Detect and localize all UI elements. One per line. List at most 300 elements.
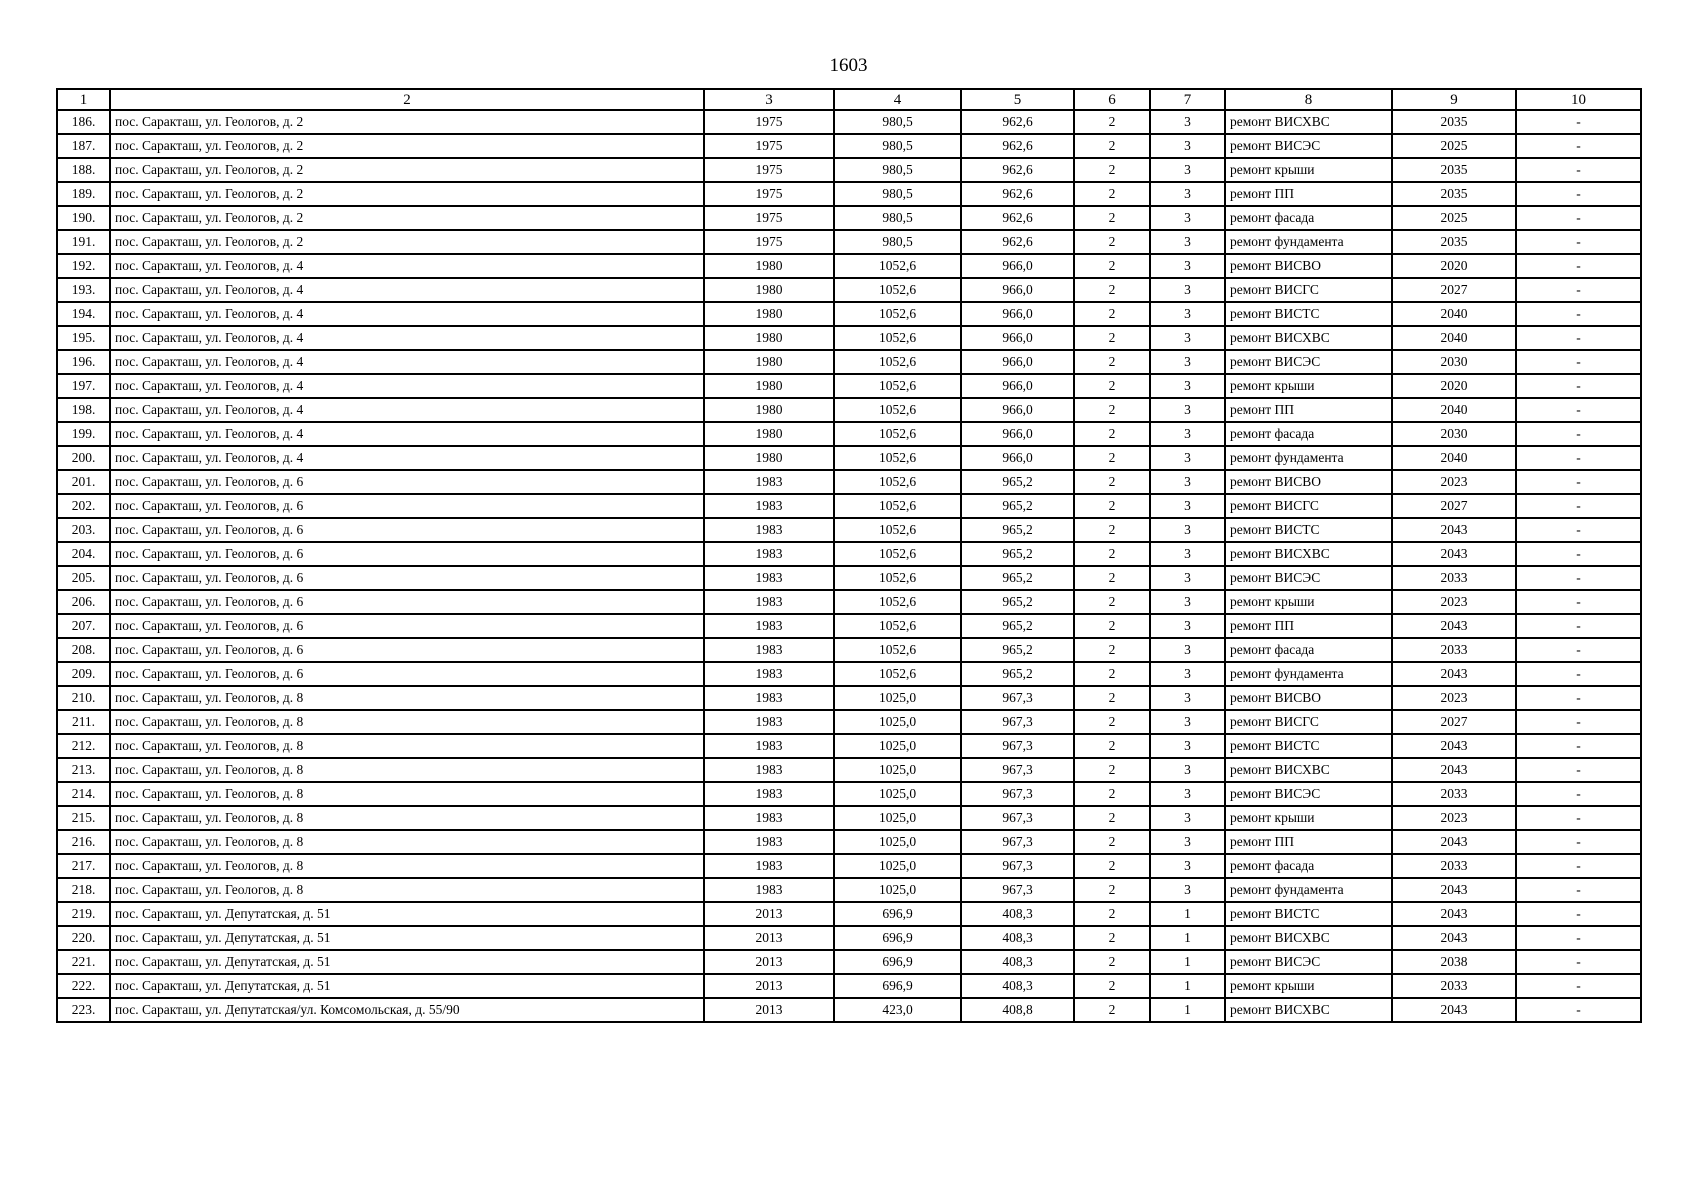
cell-total-area: 1052,6 (834, 590, 961, 614)
cell-year-built: 1975 (704, 230, 834, 254)
table-row (57, 134, 1641, 158)
cell-living-area: 408,3 (961, 926, 1074, 950)
cell-living-area: 966,0 (961, 398, 1074, 422)
cell-repair-type: ремонт ВИСТС (1225, 902, 1392, 926)
cell-address: пос. Саракташ, ул. Геологов, д. 8 (110, 782, 704, 806)
cell-living-area: 966,0 (961, 326, 1074, 350)
cell-planned-year: 2027 (1392, 710, 1516, 734)
cell-note: - (1516, 278, 1641, 302)
cell-floors-or-entrances: 2 (1074, 374, 1150, 398)
cell-repair-type: ремонт фасада (1225, 422, 1392, 446)
cell-building-category: 3 (1150, 782, 1225, 806)
data-table (56, 88, 1642, 1023)
cell-note: - (1516, 878, 1641, 902)
cell-planned-year: 2027 (1392, 278, 1516, 302)
cell-repair-type: ремонт крыши (1225, 374, 1392, 398)
cell-floors-or-entrances: 2 (1074, 854, 1150, 878)
cell-planned-year: 2043 (1392, 998, 1516, 1022)
cell-year-built: 1983 (704, 686, 834, 710)
cell-total-area: 1052,6 (834, 446, 961, 470)
cell-repair-type: ремонт крыши (1225, 590, 1392, 614)
cell-planned-year: 2033 (1392, 974, 1516, 998)
cell-address: пос. Саракташ, ул. Геологов, д. 2 (110, 134, 704, 158)
table-row (57, 806, 1641, 830)
cell-year-built: 1983 (704, 470, 834, 494)
cell-row-number: 206. (57, 590, 110, 614)
cell-floors-or-entrances: 2 (1074, 902, 1150, 926)
cell-address: пос. Саракташ, ул. Геологов, д. 8 (110, 830, 704, 854)
cell-row-number: 214. (57, 782, 110, 806)
cell-floors-or-entrances: 2 (1074, 254, 1150, 278)
cell-floors-or-entrances: 2 (1074, 350, 1150, 374)
cell-planned-year: 2023 (1392, 470, 1516, 494)
cell-building-category: 1 (1150, 998, 1225, 1022)
cell-building-category: 3 (1150, 278, 1225, 302)
cell-note: - (1516, 230, 1641, 254)
cell-planned-year: 2035 (1392, 158, 1516, 182)
cell-total-area: 1025,0 (834, 782, 961, 806)
cell-note: - (1516, 902, 1641, 926)
cell-address: пос. Саракташ, ул. Геологов, д. 4 (110, 374, 704, 398)
cell-note: - (1516, 782, 1641, 806)
cell-planned-year: 2033 (1392, 782, 1516, 806)
column-header: 5 (961, 89, 1074, 110)
cell-total-area: 980,5 (834, 182, 961, 206)
cell-total-area: 1025,0 (834, 758, 961, 782)
cell-living-area: 966,0 (961, 446, 1074, 470)
cell-note: - (1516, 638, 1641, 662)
table-row (57, 638, 1641, 662)
cell-repair-type: ремонт ВИСХВС (1225, 326, 1392, 350)
table-row (57, 158, 1641, 182)
cell-living-area: 408,3 (961, 974, 1074, 998)
cell-note: - (1516, 158, 1641, 182)
table-row (57, 110, 1641, 134)
cell-building-category: 3 (1150, 182, 1225, 206)
cell-year-built: 1983 (704, 542, 834, 566)
cell-living-area: 967,3 (961, 710, 1074, 734)
page-number: 1603 (829, 55, 868, 76)
cell-address: пос. Саракташ, ул. Геологов, д. 8 (110, 878, 704, 902)
cell-building-category: 3 (1150, 878, 1225, 902)
cell-address: пос. Саракташ, ул. Геологов, д. 6 (110, 590, 704, 614)
cell-row-number: 217. (57, 854, 110, 878)
cell-floors-or-entrances: 2 (1074, 422, 1150, 446)
cell-floors-or-entrances: 2 (1074, 398, 1150, 422)
cell-living-area: 962,6 (961, 182, 1074, 206)
cell-year-built: 1983 (704, 830, 834, 854)
cell-row-number: 193. (57, 278, 110, 302)
cell-row-number: 201. (57, 470, 110, 494)
cell-building-category: 3 (1150, 662, 1225, 686)
cell-address: пос. Саракташ, ул. Геологов, д. 4 (110, 326, 704, 350)
cell-total-area: 1052,6 (834, 470, 961, 494)
table-row (57, 590, 1641, 614)
cell-repair-type: ремонт фасада (1225, 206, 1392, 230)
cell-row-number: 187. (57, 134, 110, 158)
cell-year-built: 1983 (704, 494, 834, 518)
table-row (57, 302, 1641, 326)
cell-floors-or-entrances: 2 (1074, 998, 1150, 1022)
cell-floors-or-entrances: 2 (1074, 782, 1150, 806)
cell-building-category: 3 (1150, 614, 1225, 638)
cell-row-number: 202. (57, 494, 110, 518)
cell-repair-type: ремонт фундамента (1225, 878, 1392, 902)
cell-living-area: 408,3 (961, 902, 1074, 926)
cell-year-built: 1983 (704, 734, 834, 758)
cell-living-area: 965,2 (961, 470, 1074, 494)
cell-total-area: 1025,0 (834, 830, 961, 854)
cell-address: пос. Саракташ, ул. Депутатская, д. 51 (110, 902, 704, 926)
cell-row-number: 204. (57, 542, 110, 566)
column-header: 6 (1074, 89, 1150, 110)
cell-living-area: 967,3 (961, 878, 1074, 902)
cell-note: - (1516, 758, 1641, 782)
cell-note: - (1516, 998, 1641, 1022)
table-row (57, 422, 1641, 446)
cell-living-area: 965,2 (961, 590, 1074, 614)
cell-year-built: 2013 (704, 926, 834, 950)
cell-floors-or-entrances: 2 (1074, 278, 1150, 302)
table-row (57, 230, 1641, 254)
cell-repair-type: ремонт ВИСХВС (1225, 998, 1392, 1022)
cell-note: - (1516, 422, 1641, 446)
cell-note: - (1516, 206, 1641, 230)
cell-row-number: 196. (57, 350, 110, 374)
cell-year-built: 1983 (704, 806, 834, 830)
cell-row-number: 220. (57, 926, 110, 950)
cell-note: - (1516, 854, 1641, 878)
cell-building-category: 3 (1150, 734, 1225, 758)
cell-repair-type: ремонт ВИСЭС (1225, 566, 1392, 590)
cell-planned-year: 2043 (1392, 902, 1516, 926)
cell-building-category: 3 (1150, 110, 1225, 134)
cell-total-area: 1025,0 (834, 806, 961, 830)
cell-floors-or-entrances: 2 (1074, 230, 1150, 254)
cell-planned-year: 2040 (1392, 446, 1516, 470)
cell-building-category: 3 (1150, 302, 1225, 326)
cell-floors-or-entrances: 2 (1074, 926, 1150, 950)
cell-building-category: 3 (1150, 326, 1225, 350)
table-row (57, 950, 1641, 974)
cell-year-built: 1975 (704, 206, 834, 230)
cell-total-area: 1052,6 (834, 302, 961, 326)
cell-repair-type: ремонт ВИСВО (1225, 254, 1392, 278)
cell-building-category: 3 (1150, 206, 1225, 230)
table-row (57, 758, 1641, 782)
cell-repair-type: ремонт ВИСХВС (1225, 926, 1392, 950)
cell-building-category: 3 (1150, 470, 1225, 494)
cell-floors-or-entrances: 2 (1074, 974, 1150, 998)
cell-note: - (1516, 950, 1641, 974)
cell-living-area: 965,2 (961, 638, 1074, 662)
table-row (57, 254, 1641, 278)
cell-total-area: 1052,6 (834, 566, 961, 590)
cell-note: - (1516, 518, 1641, 542)
cell-year-built: 1980 (704, 326, 834, 350)
table-row (57, 710, 1641, 734)
column-header: 9 (1392, 89, 1516, 110)
table-row (57, 206, 1641, 230)
cell-total-area: 1052,6 (834, 518, 961, 542)
cell-note: - (1516, 806, 1641, 830)
cell-repair-type: ремонт фасада (1225, 638, 1392, 662)
cell-building-category: 3 (1150, 446, 1225, 470)
cell-note: - (1516, 710, 1641, 734)
cell-address: пос. Саракташ, ул. Геологов, д. 6 (110, 566, 704, 590)
cell-row-number: 189. (57, 182, 110, 206)
cell-floors-or-entrances: 2 (1074, 542, 1150, 566)
cell-repair-type: ремонт ВИСТС (1225, 518, 1392, 542)
cell-planned-year: 2043 (1392, 614, 1516, 638)
cell-row-number: 192. (57, 254, 110, 278)
cell-year-built: 1983 (704, 878, 834, 902)
cell-year-built: 1983 (704, 590, 834, 614)
cell-building-category: 3 (1150, 686, 1225, 710)
cell-living-area: 966,0 (961, 350, 1074, 374)
cell-planned-year: 2043 (1392, 518, 1516, 542)
cell-note: - (1516, 326, 1641, 350)
cell-row-number: 222. (57, 974, 110, 998)
cell-living-area: 967,3 (961, 830, 1074, 854)
cell-planned-year: 2023 (1392, 590, 1516, 614)
cell-note: - (1516, 182, 1641, 206)
cell-note: - (1516, 926, 1641, 950)
cell-address: пос. Саракташ, ул. Геологов, д. 6 (110, 518, 704, 542)
cell-building-category: 3 (1150, 638, 1225, 662)
cell-floors-or-entrances: 2 (1074, 710, 1150, 734)
cell-repair-type: ремонт крыши (1225, 806, 1392, 830)
cell-row-number: 219. (57, 902, 110, 926)
cell-living-area: 967,3 (961, 782, 1074, 806)
cell-building-category: 1 (1150, 902, 1225, 926)
cell-year-built: 1975 (704, 134, 834, 158)
cell-total-area: 980,5 (834, 230, 961, 254)
cell-planned-year: 2025 (1392, 134, 1516, 158)
cell-year-built: 1980 (704, 422, 834, 446)
cell-floors-or-entrances: 2 (1074, 614, 1150, 638)
cell-row-number: 210. (57, 686, 110, 710)
cell-repair-type: ремонт ПП (1225, 830, 1392, 854)
cell-planned-year: 2023 (1392, 686, 1516, 710)
cell-year-built: 1980 (704, 350, 834, 374)
cell-floors-or-entrances: 2 (1074, 662, 1150, 686)
cell-total-area: 696,9 (834, 950, 961, 974)
cell-note: - (1516, 590, 1641, 614)
cell-floors-or-entrances: 2 (1074, 590, 1150, 614)
cell-repair-type: ремонт фундамента (1225, 662, 1392, 686)
cell-living-area: 966,0 (961, 422, 1074, 446)
cell-row-number: 205. (57, 566, 110, 590)
cell-year-built: 1975 (704, 182, 834, 206)
cell-repair-type: ремонт ВИСЭС (1225, 134, 1392, 158)
cell-address: пос. Саракташ, ул. Геологов, д. 4 (110, 278, 704, 302)
cell-floors-or-entrances: 2 (1074, 830, 1150, 854)
cell-note: - (1516, 494, 1641, 518)
cell-planned-year: 2040 (1392, 302, 1516, 326)
cell-repair-type: ремонт крыши (1225, 158, 1392, 182)
cell-floors-or-entrances: 2 (1074, 158, 1150, 182)
cell-planned-year: 2020 (1392, 254, 1516, 278)
cell-year-built: 1983 (704, 710, 834, 734)
table-row (57, 278, 1641, 302)
cell-total-area: 1025,0 (834, 734, 961, 758)
cell-repair-type: ремонт ВИСВО (1225, 470, 1392, 494)
cell-row-number: 190. (57, 206, 110, 230)
cell-planned-year: 2043 (1392, 542, 1516, 566)
cell-year-built: 2013 (704, 950, 834, 974)
cell-total-area: 1052,6 (834, 422, 961, 446)
cell-repair-type: ремонт ВИСЭС (1225, 782, 1392, 806)
cell-address: пос. Саракташ, ул. Геологов, д. 2 (110, 110, 704, 134)
cell-living-area: 962,6 (961, 230, 1074, 254)
cell-repair-type: ремонт ВИСТС (1225, 302, 1392, 326)
cell-total-area: 1052,6 (834, 350, 961, 374)
cell-floors-or-entrances: 2 (1074, 758, 1150, 782)
column-header: 4 (834, 89, 961, 110)
cell-building-category: 3 (1150, 590, 1225, 614)
table-row (57, 398, 1641, 422)
table-row (57, 470, 1641, 494)
cell-row-number: 200. (57, 446, 110, 470)
cell-row-number: 221. (57, 950, 110, 974)
cell-building-category: 3 (1150, 758, 1225, 782)
cell-year-built: 1975 (704, 158, 834, 182)
cell-planned-year: 2033 (1392, 638, 1516, 662)
cell-repair-type: ремонт крыши (1225, 974, 1392, 998)
cell-building-category: 3 (1150, 230, 1225, 254)
cell-total-area: 980,5 (834, 158, 961, 182)
cell-floors-or-entrances: 2 (1074, 302, 1150, 326)
cell-planned-year: 2043 (1392, 758, 1516, 782)
cell-building-category: 3 (1150, 806, 1225, 830)
cell-address: пос. Саракташ, ул. Геологов, д. 4 (110, 422, 704, 446)
cell-building-category: 1 (1150, 950, 1225, 974)
column-header: 7 (1150, 89, 1225, 110)
cell-planned-year: 2033 (1392, 566, 1516, 590)
cell-total-area: 1025,0 (834, 710, 961, 734)
cell-row-number: 215. (57, 806, 110, 830)
cell-address: пос. Саракташ, ул. Геологов, д. 4 (110, 350, 704, 374)
cell-planned-year: 2025 (1392, 206, 1516, 230)
cell-year-built: 2013 (704, 974, 834, 998)
cell-total-area: 1025,0 (834, 686, 961, 710)
cell-total-area: 980,5 (834, 134, 961, 158)
cell-building-category: 3 (1150, 398, 1225, 422)
cell-note: - (1516, 398, 1641, 422)
cell-total-area: 1052,6 (834, 326, 961, 350)
cell-planned-year: 2023 (1392, 806, 1516, 830)
cell-year-built: 2013 (704, 998, 834, 1022)
cell-address: пос. Саракташ, ул. Геологов, д. 4 (110, 446, 704, 470)
cell-address: пос. Саракташ, ул. Геологов, д. 2 (110, 158, 704, 182)
cell-building-category: 3 (1150, 494, 1225, 518)
table-row (57, 494, 1641, 518)
cell-planned-year: 2030 (1392, 422, 1516, 446)
cell-note: - (1516, 254, 1641, 278)
column-header: 2 (110, 89, 704, 110)
cell-note: - (1516, 662, 1641, 686)
cell-address: пос. Саракташ, ул. Геологов, д. 6 (110, 614, 704, 638)
cell-note: - (1516, 470, 1641, 494)
cell-row-number: 207. (57, 614, 110, 638)
cell-note: - (1516, 134, 1641, 158)
cell-row-number: 194. (57, 302, 110, 326)
cell-building-category: 3 (1150, 158, 1225, 182)
table-row (57, 326, 1641, 350)
cell-address: пос. Саракташ, ул. Депутатская, д. 51 (110, 926, 704, 950)
cell-year-built: 1980 (704, 254, 834, 278)
column-header: 10 (1516, 89, 1641, 110)
cell-total-area: 696,9 (834, 974, 961, 998)
table-row (57, 614, 1641, 638)
cell-year-built: 1983 (704, 662, 834, 686)
cell-address: пос. Саракташ, ул. Геологов, д. 8 (110, 734, 704, 758)
cell-address: пос. Саракташ, ул. Геологов, д. 6 (110, 542, 704, 566)
cell-address: пос. Саракташ, ул. Геологов, д. 6 (110, 638, 704, 662)
table-row (57, 566, 1641, 590)
cell-note: - (1516, 734, 1641, 758)
cell-planned-year: 2035 (1392, 230, 1516, 254)
cell-floors-or-entrances: 2 (1074, 806, 1150, 830)
cell-year-built: 1980 (704, 302, 834, 326)
cell-repair-type: ремонт ВИСГС (1225, 710, 1392, 734)
cell-row-number: 197. (57, 374, 110, 398)
cell-address: пос. Саракташ, ул. Геологов, д. 8 (110, 758, 704, 782)
cell-total-area: 423,0 (834, 998, 961, 1022)
cell-repair-type: ремонт фундамента (1225, 230, 1392, 254)
cell-address: пос. Саракташ, ул. Геологов, д. 8 (110, 686, 704, 710)
cell-planned-year: 2033 (1392, 854, 1516, 878)
cell-planned-year: 2043 (1392, 830, 1516, 854)
cell-planned-year: 2035 (1392, 182, 1516, 206)
cell-repair-type: ремонт ВИСГС (1225, 278, 1392, 302)
cell-floors-or-entrances: 2 (1074, 950, 1150, 974)
cell-address: пос. Саракташ, ул. Геологов, д. 4 (110, 302, 704, 326)
cell-building-category: 3 (1150, 134, 1225, 158)
cell-floors-or-entrances: 2 (1074, 494, 1150, 518)
cell-row-number: 186. (57, 110, 110, 134)
cell-year-built: 1983 (704, 638, 834, 662)
cell-planned-year: 2040 (1392, 398, 1516, 422)
cell-living-area: 965,2 (961, 566, 1074, 590)
cell-repair-type: ремонт ВИСВО (1225, 686, 1392, 710)
cell-total-area: 1052,6 (834, 374, 961, 398)
cell-living-area: 966,0 (961, 302, 1074, 326)
cell-year-built: 2013 (704, 902, 834, 926)
cell-living-area: 966,0 (961, 254, 1074, 278)
cell-note: - (1516, 302, 1641, 326)
cell-address: пос. Саракташ, ул. Геологов, д. 8 (110, 806, 704, 830)
cell-year-built: 1980 (704, 446, 834, 470)
cell-living-area: 408,8 (961, 998, 1074, 1022)
cell-total-area: 1025,0 (834, 854, 961, 878)
table-row (57, 830, 1641, 854)
cell-repair-type: ремонт ВИСХВС (1225, 110, 1392, 134)
cell-living-area: 967,3 (961, 854, 1074, 878)
cell-repair-type: ремонт ПП (1225, 182, 1392, 206)
cell-repair-type: ремонт ВИСХВС (1225, 542, 1392, 566)
table-row (57, 974, 1641, 998)
cell-floors-or-entrances: 2 (1074, 326, 1150, 350)
cell-building-category: 1 (1150, 974, 1225, 998)
column-header: 8 (1225, 89, 1392, 110)
cell-address: пос. Саракташ, ул. Депутатская/ул. Комсомольская, д. 55/90 (110, 998, 704, 1022)
cell-total-area: 1052,6 (834, 398, 961, 422)
cell-planned-year: 2020 (1392, 374, 1516, 398)
cell-living-area: 967,3 (961, 806, 1074, 830)
cell-planned-year: 2040 (1392, 326, 1516, 350)
